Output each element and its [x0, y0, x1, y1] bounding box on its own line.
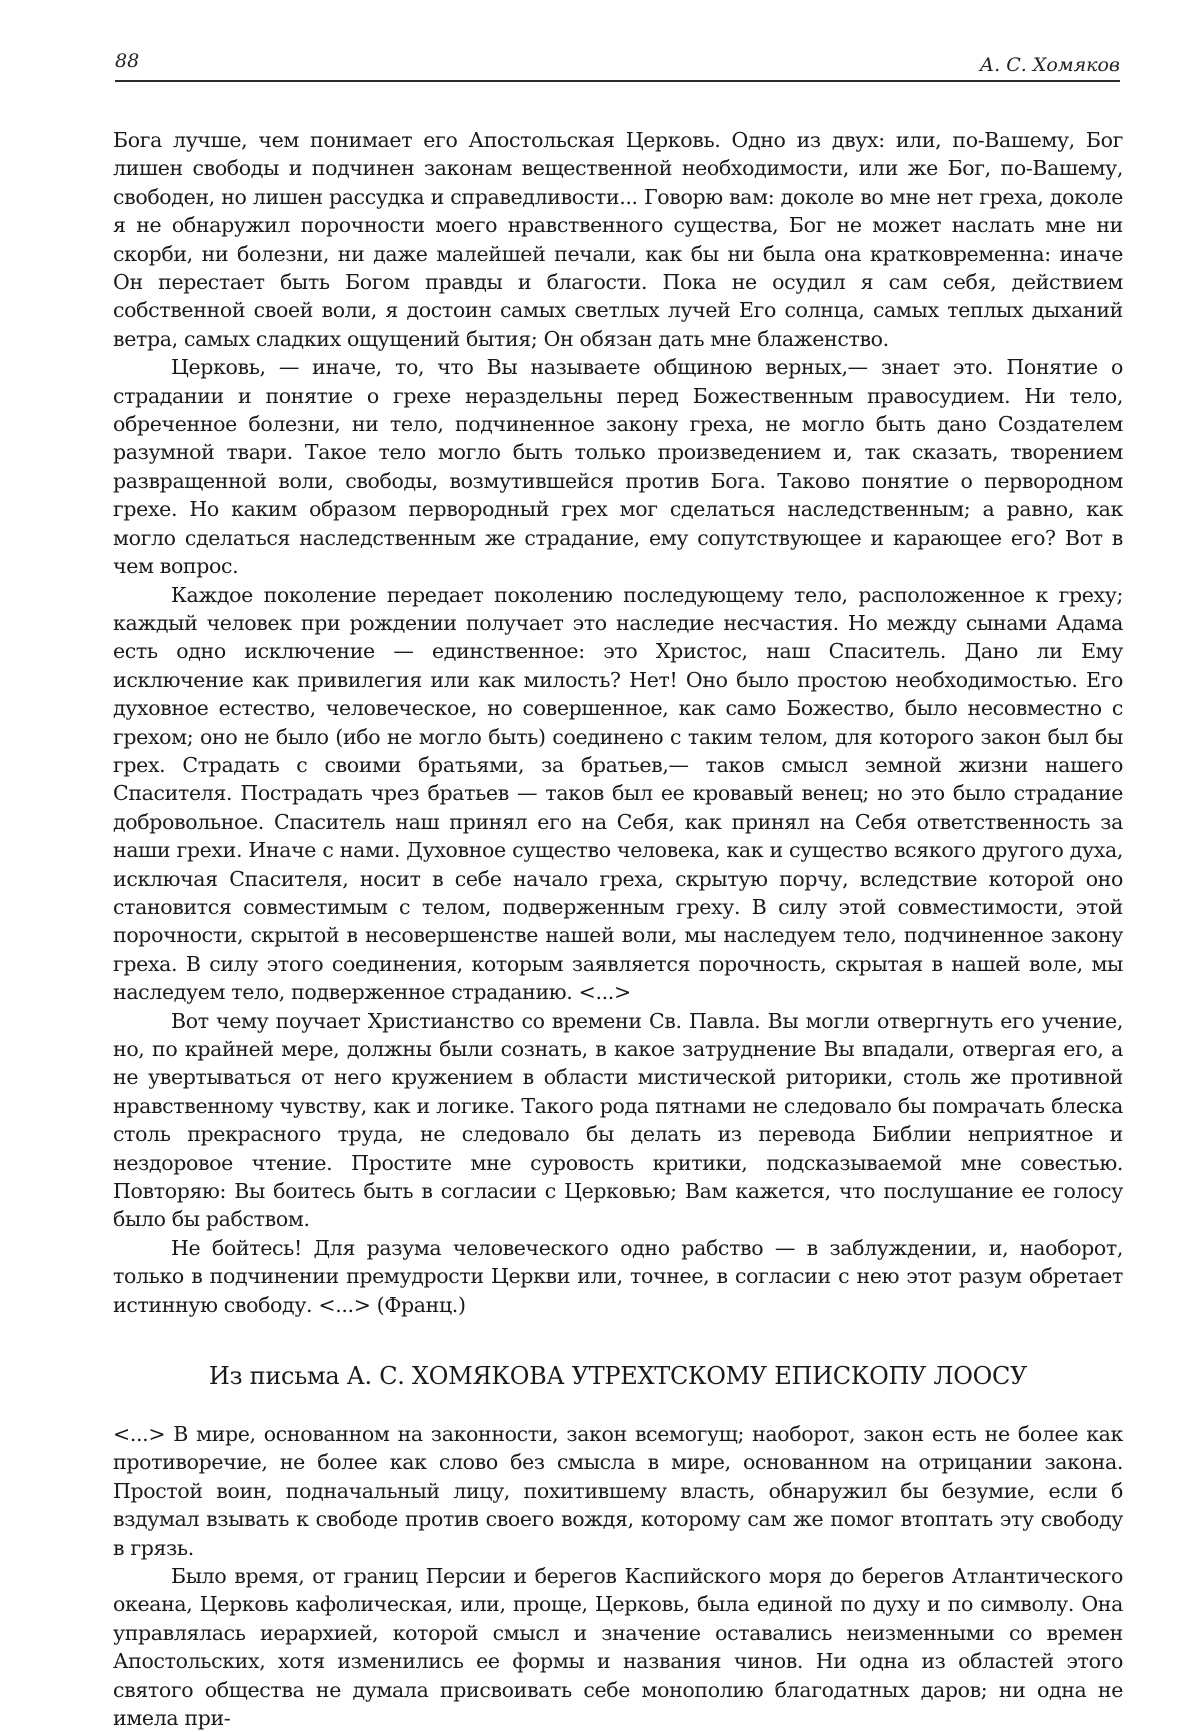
running-header — [115, 46, 1120, 80]
paragraph: Каждое поколение передает поколению последующему тело, расположенное к греху; каждый человек при рождении получает это наследие несчастия. Но между сынами Адама есть одно исключение — единственное: это Христос, наш Спаситель. Дано ли Ему исключение как привилегия или как милость? Нет! Оно было простою необходимостью. Его духовное естество, человеческое, но совершенное, как само Божество, было несовместно с грехом; оно не было (ибо не могло быть) соединено с таким телом, для которого закон был бы грех. Страдать с своими братьями, за братьев,— таков смысл земной жизни нашего Спасителя. Пострадать чрез братьев — таков был ее кровавый венец; но это было страдание добровольное. Спаситель наш принял его на Себя, как принял на Себя ответственность за наши грехи. Иначе с нами. Духовное существо человека, как и существо всякого другого духа, исключая Спасителя, носит в себе начало греха, скрытую порчу, вследствие которой оно становится совместимым с телом, подверженным греху. В силу этой совместимости, этой порочности, скрытой в несовершенстве нашей воли, мы наследуем тело, подчиненное закону греха. В силу этого соединения, которым заявляется порочность, скрытая в нашей воле, мы наследуем тело, подверженное страданию. <...> — [113, 582, 1123, 1005]
paragraph: Бога лучше, чем понимает его Апостольская Церковь. Одно из двух: или, по-Вашему, Бог лишен свободы и подчинен законам вещественной необходимости, или же Бог, по-Вашему, свободен, но лишен рассудка и справедливости... Говорю вам: доколе во мне нет греха, доколе я не обнаружил порочности моего нравственного существа, Бог не может наслать мне ни скорби, ни болезни, ни даже малейшей печали, как бы ни была она кратковременна: иначе Он перестает быть Богом правды и благости. Пока не осудил я сам себя, действием собственной своей воли, я достоин самых светлых лучей Его солнца, самых теплых дыханий ветра, самых сладких ощущений бытия; Он обязан дать мне блаженство. — [113, 128, 1123, 351]
page-number: 88 — [115, 50, 140, 72]
section-text — [113, 1420, 1123, 1732]
section-heading: Из письма А. С. ХОМЯКОВА УТРЕХТСКОМУ ЕПИСКОПУ ЛООСУ — [208, 1362, 1028, 1390]
paragraph: Было время, от границ Персии и берегов Каспийского моря до берегов Атлантического океана, Церковь кафолическая, или, проще, Церковь, была единой по духу и по символу. Она управлялась иерархией, которой смысл и значение оставались неизменными со времен Апостольских, хотя изменились ее формы и названия чинов. Ни одна из областей этого святого общества не думала присвоивать себе монополию благодатных даров; ни одна не имела при- — [113, 1564, 1123, 1731]
paragraph: Не бойтесь! Для разума человеческого одно рабство — в заблуждении, и, наоборот, только в подчинении премудрости Церкви или, точнее, в согласии с нею этот разум обретает истинную свободу. <...> (Франц.) — [113, 1235, 1123, 1317]
paragraph: <...> В мире, основанном на законности, закон всемогущ; наоборот, закон есть не более как противоречие, не более как слово без смысла в мире, основанном на отрицании закона. Простой воин, подначальный лицу, похитившему власть, обнаружил бы безумие, если б вздумал взывать к свободе против своего вождя, которому сам же помог втоптать эту свободу в грязь. — [113, 1422, 1123, 1560]
header-rule — [115, 80, 1120, 82]
running-title: А. С. Хомяков — [979, 54, 1120, 76]
letter-text — [113, 126, 1123, 1319]
paragraph: Вот чему поучает Христианство со времени Св. Павла. Вы могли отвергнуть его учение, но, по крайней мере, должны были сознать, в какое затруднение Вы впадали, отвергая его, а не увертываться от него кружением в области мистической риторики, столь же противной нравственному чувству, как и логике. Такого рода пятнами не следовало бы помрачать блеска столь прекрасного труда, не следовало бы делать из перевода Библии неприятное и нездоровое чтение. Простите мне суровость критики, подсказываемой мне совестью. Повторяю: Вы боитесь быть в согласии с Церковью; Вам кажется, что послушание ее голосу было бы рабством. — [113, 1008, 1123, 1232]
paragraph: Церковь, — иначе, то, что Вы называете общиною верных,— знает это. Понятие о страдании и понятие о грехе нераздельны перед Божественным правосудием. Ни тело, обреченное болезни, ни тело, подчиненное закону греха, не могло быть дано Создателем разумной твари. Такое тело могло быть только произведением и, так сказать, творением развращенной воли, свободы, возмутившейся против Бога. Таково понятие о первородном грехе. Но каким образом первородный грех мог сделаться наследственным; а равно, как могло сделаться наследственным же страдание, ему сопутствующее и карающее его? Вот в чем вопрос. — [113, 355, 1123, 579]
